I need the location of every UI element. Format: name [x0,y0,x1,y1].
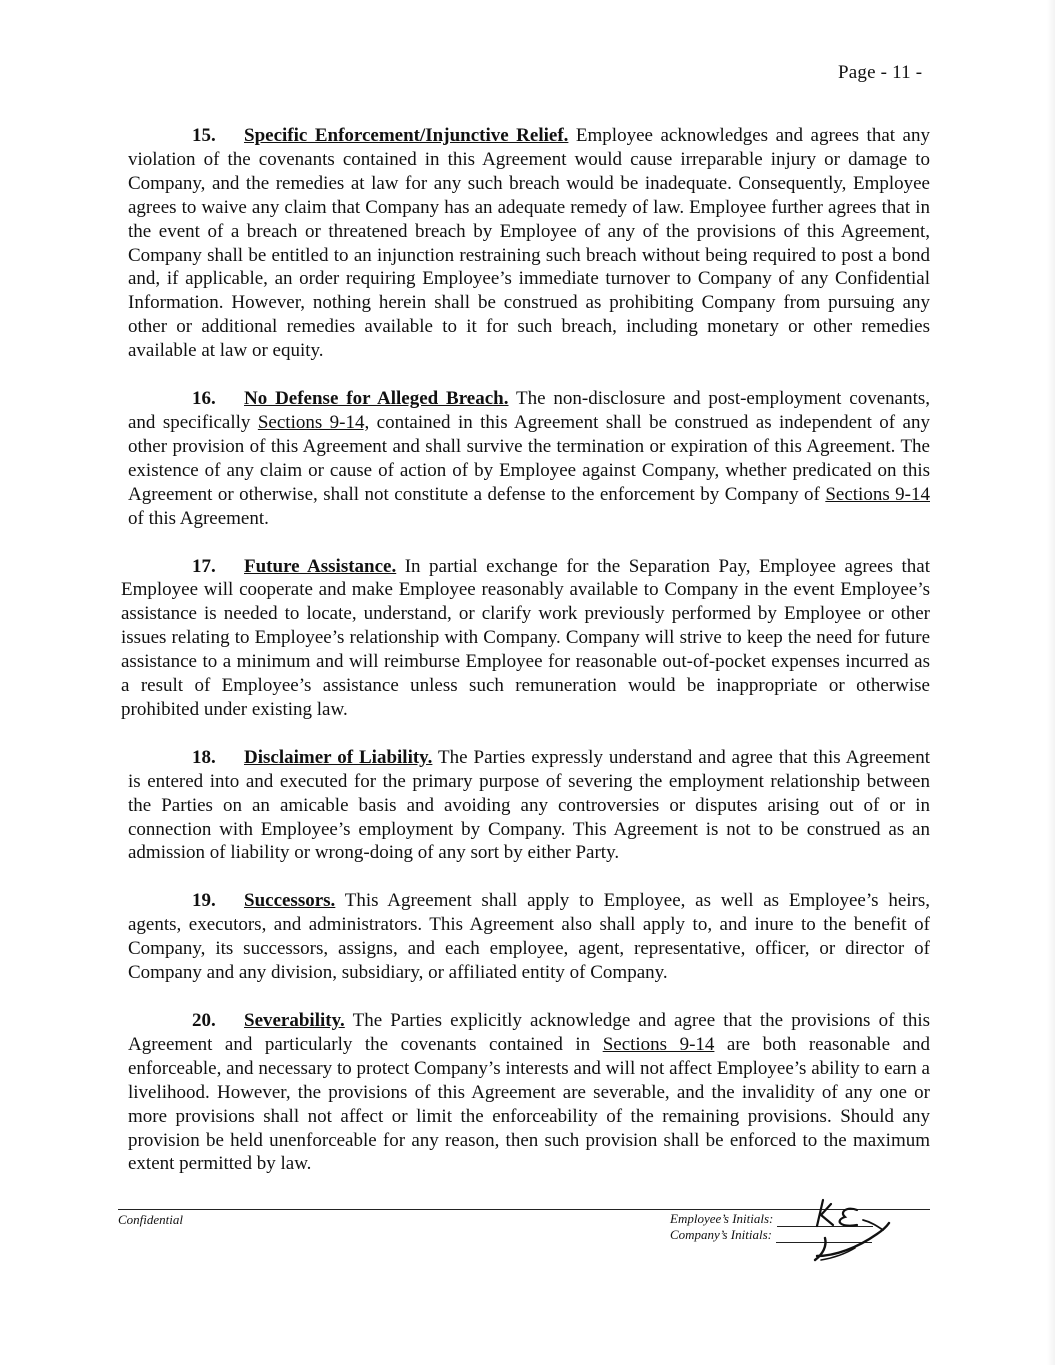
section-number: 20. [192,1010,216,1031]
handwritten-initials-signature [805,1190,895,1270]
section-heading: Future Assistance. [244,555,397,577]
section-reference: Sections 9-14, [257,411,370,433]
section-text: Employee acknowledges and agrees that any violation of the covenants contained in this Agreement would cause irreparable injury or damage to Company, and the remedies at law for any such breach would be inadequate. Consequently, Employee agrees to waive any claim that Company has an adequate remedy of law. Employee further agrees that in the event of a breach or threatened breach by Employee of any of the provisions of this Agreement, Company shall be entitled to an injunction restraining such breach without being required to post a bond and, if applicable, an order requiring Employee’s immediate turnover to Company of any Confidential Information. However, nothing herein shall be construed as prohibiting Company from pursuing any other or additional remedies available to it for such breach, including monetary or other remedies available at law or equity. [128,125,930,362]
section-number: 16. [192,388,216,410]
confidential-label: Confidential [118,1212,183,1227]
section-reference: Sections 9-14 [825,483,930,505]
section-reference: Sections 9-14 [602,1033,715,1055]
section-number: 17. [192,555,216,577]
section-text: In partial exchange for the Separation Pay, Employee agrees that Employee will cooperate and make Employee reasonably available to Company in the event Employee’s assistance is needed to locate, understand, or clarify work previously performed by Employee or other issues relating to Employee’s relationship with Company. Company will strive to keep the need for future assistance to a minimum and will reimburse Employee for reasonable out-of-pocket expenses incurred as a result of Employee’s assistance unless such remuneration would be inappropriate or otherwise prohibited under existing law. [121,555,930,720]
section-16 [128,387,930,530]
section-heading: Specific Enforcement/Injunctive Relief. [244,125,569,146]
section-heading: Disclaimer of Liability. [244,746,433,768]
section-number: 18. [192,746,216,768]
scan-edge [1047,0,1055,1365]
section-number: 15. [192,125,216,146]
employee-initials-label: Employee’s Initials: [670,1211,774,1226]
section-17 [121,555,930,722]
section-text: are both reasonable and enforceable, and necessary to protect Company’s interests and will not affect Employee’s ability to earn a livelihood. However, the provisions of this Agreement are severable, and the invalidity of any one or more provisions shall not affect or limit the enforceability of the remaining provisions. Should any provision be held unenforceable for any reason, then such provision shall be enforced to the maximum extent permitted by law. [128,1033,931,1175]
section-text: The Parties expressly understand and agree that this Agreement is entered into and executed for the primary purpose of severing the employment relationship between the Parties on an amicable basis and avoiding any controversies or disputes arising out of or in connection with Employee’s employment by Company. This Agreement is not to be construed as an admission of liability or wrong-doing of any sort by either Party. [128,746,930,864]
section-15 [128,124,930,363]
section-19 [128,889,930,985]
section-number: 19. [192,890,216,912]
document-body [121,124,931,1200]
section-text: of this Agreement. [128,507,269,529]
section-18 [128,746,930,866]
section-heading: Successors. [244,890,336,912]
company-initials-label: Company’s Initials: [670,1227,772,1242]
section-text: This Agreement shall apply to Employee, as well as Employee’s heirs, agents, executors, and administrators. This Agreement also shall apply to, and inure to the benefit of Company, its successors, assigns, and each employee, agent, representative, officer, or director of Company and any division, subsidiary, or affiliated entity of Company. [128,890,930,984]
section-text: The non-disclosure and post-employment covenants, and specifically [128,388,930,433]
section-text: contained in this Agreement shall be construed as independent of any other provision of this Agreement and shall survive the termination or expiration of this Agreement. The existence of any claim or cause of action of by Employee against Company, whether predicated on this Agreement or otherwise, shall not constitute a defense to the enforcement by Company of [128,411,930,505]
section-20 [128,1009,930,1176]
section-heading: Severability. [244,1010,345,1031]
section-text: The Parties explicitly acknowledge and agree that the provisions of this Agreement and particularly the covenants contained in [128,1010,930,1055]
section-heading: No Defense for Alleged Breach. [244,388,509,410]
page-number: Page - 11 - [838,62,923,83]
